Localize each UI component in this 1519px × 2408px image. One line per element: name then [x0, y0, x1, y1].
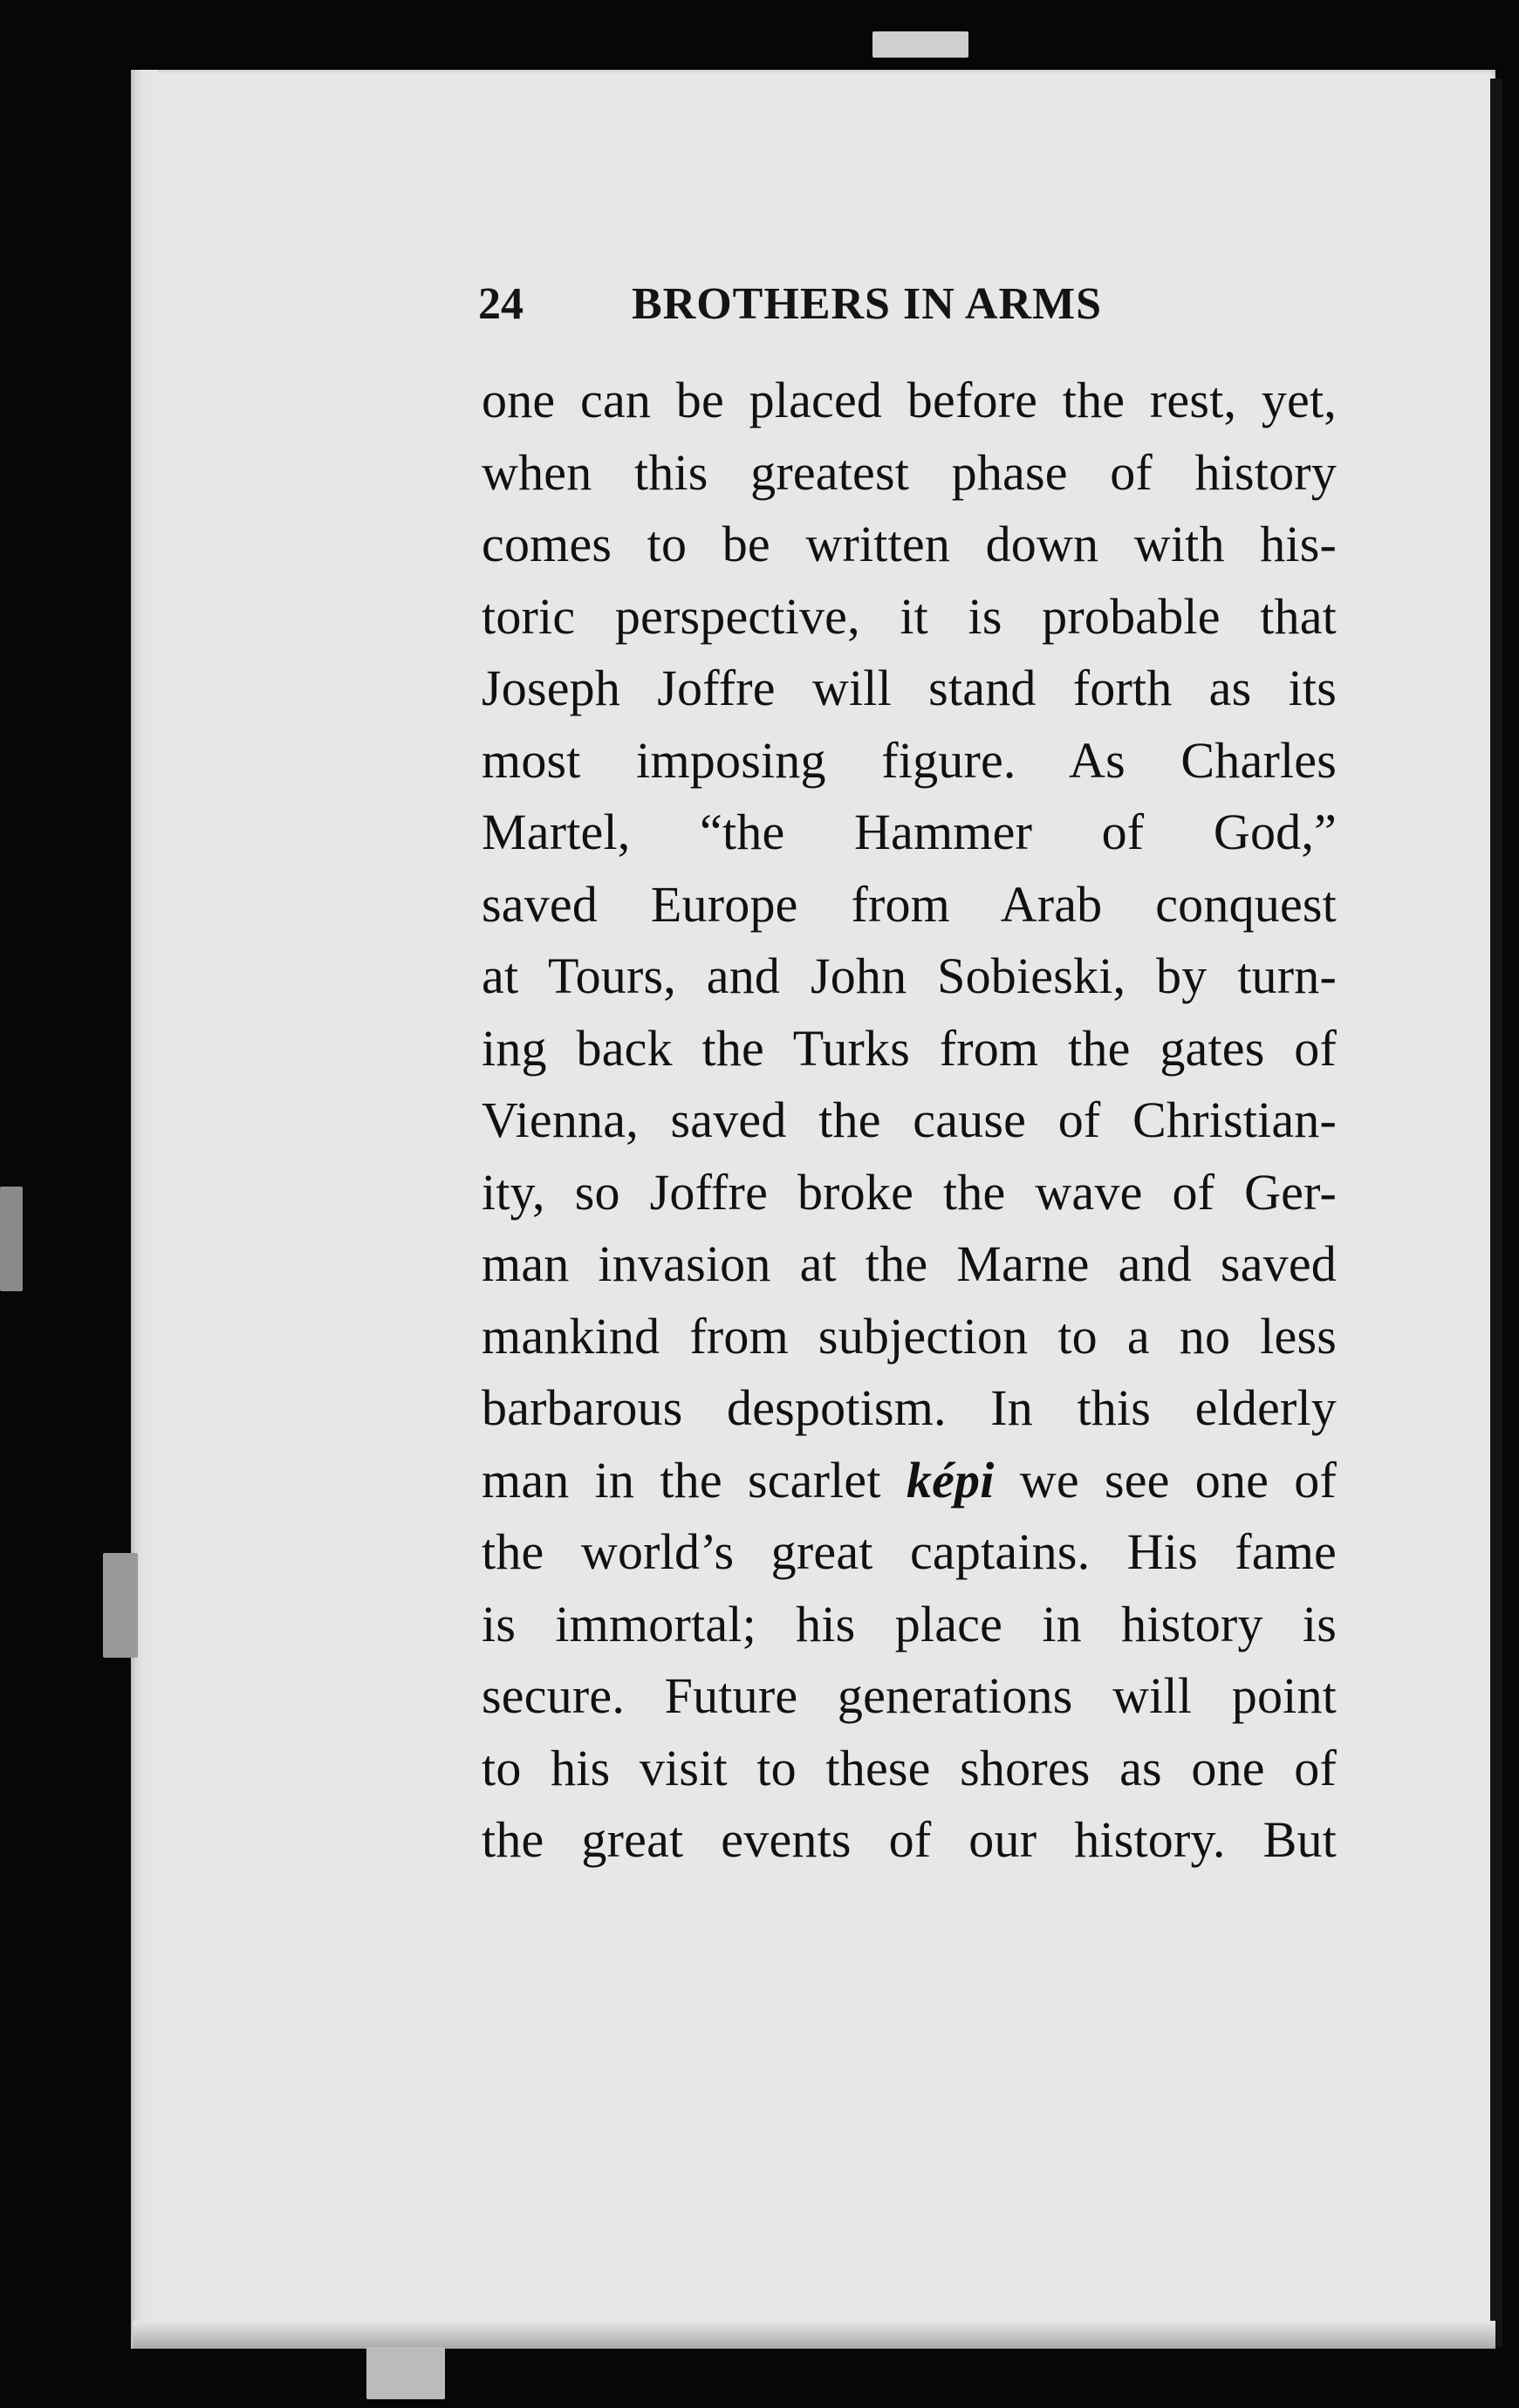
scan-artifact: [872, 31, 968, 58]
page-bottom-edge: [133, 2321, 1495, 2349]
page-right-edge: [1490, 79, 1502, 2347]
text-line: comes to be written down with his-: [482, 516, 1337, 572]
text-line: one can be placed before the rest, yet,: [482, 372, 1337, 428]
text-line: the world’s great captains. His fame: [482, 1523, 1337, 1580]
text-line: barbarous despotism. In this elderly: [482, 1379, 1337, 1436]
text-line: Joseph Joffre will stand forth as its: [482, 660, 1337, 716]
text-line: toric perspective, it is probable that: [482, 587, 1337, 645]
running-title: BROTHERS IN ARMS: [632, 279, 1102, 329]
text-line: when this greatest phase of history: [482, 443, 1337, 501]
italic-word: képi: [906, 1451, 995, 1508]
scan-artifact: [366, 2347, 445, 2399]
text-line: the great events of our history. But: [482, 1811, 1337, 1868]
running-head: [478, 274, 1178, 335]
text-line: man invasion at the Marne and saved: [482, 1235, 1337, 1292]
text-segment: we see one of: [1019, 1451, 1338, 1508]
text-line: Martel, “the Hammer of God,”: [482, 804, 1337, 860]
body-text: [482, 365, 1337, 1877]
scan-artifact: [103, 1553, 138, 1658]
text-line-with-italic: [482, 1445, 1337, 1517]
text-line: ing back the Turks from the gates of: [482, 1019, 1337, 1077]
text-line: Vienna, saved the cause of Christian-: [482, 1091, 1337, 1148]
text-segment: man in the scarlet: [482, 1451, 881, 1508]
text-line: is immortal; his place in history is: [482, 1595, 1337, 1652]
text-line: most imposing figure. As Charles: [482, 731, 1337, 789]
text-line: saved Europe from Arab conquest: [482, 875, 1337, 933]
text-line: secure. Future generations will point: [482, 1667, 1337, 1724]
text-line: ity, so Joffre broke the wave of Ger-: [482, 1163, 1337, 1221]
page-gutter-shadow: [131, 70, 157, 2349]
text-line: to his visit to these shores as one of: [482, 1739, 1337, 1796]
scan-artifact: [0, 1187, 23, 1291]
page-number: 24: [478, 279, 523, 329]
text-line: mankind from subjection to a no less: [482, 1307, 1337, 1365]
text-line: at Tours, and John Sobieski, by turn-: [482, 947, 1337, 1004]
